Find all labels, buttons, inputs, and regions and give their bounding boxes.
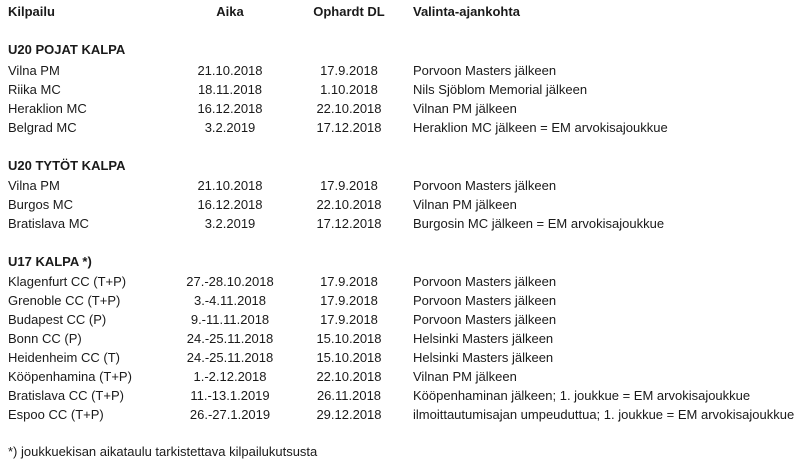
cell-event: Kööpenhamina (T+P) — [8, 369, 132, 384]
cell-selection: Nils Sjöblom Memorial jälkeen — [413, 82, 588, 97]
cell-deadline: 17.9.2018 — [320, 274, 378, 289]
cell-deadline: 22.10.2018 — [316, 369, 382, 384]
cell-time: 3.-4.11.2018 — [193, 293, 267, 308]
cell-selection: Vilnan PM jälkeen — [413, 369, 517, 384]
cell-time: 26.-27.1.2019 — [189, 407, 271, 422]
cell-event: Vilna PM — [8, 63, 60, 78]
cell-time: 18.11.2018 — [197, 82, 263, 97]
table-row — [0, 405, 800, 425]
cell-event: Espoo CC (T+P) — [8, 407, 104, 422]
cell-event: Bratislava MC — [8, 216, 89, 231]
cell-selection: Porvoon Masters jälkeen — [413, 312, 557, 327]
table-row — [0, 99, 800, 119]
cell-deadline: 17.9.2018 — [320, 63, 378, 78]
table-row — [0, 272, 800, 292]
cell-time: 21.10.2018 — [197, 178, 263, 193]
cell-selection: Vilnan PM jälkeen — [413, 197, 517, 212]
table-row — [0, 118, 800, 138]
table-row — [0, 195, 800, 215]
cell-time: 24.-25.11.2018 — [186, 331, 274, 346]
cell-time: 3.2.2019 — [204, 120, 256, 135]
cell-time: 16.12.2018 — [197, 101, 263, 116]
cell-time: 3.2.2019 — [204, 216, 256, 231]
cell-deadline: 17.12.2018 — [316, 120, 382, 135]
cell-deadline: 15.10.2018 — [316, 350, 382, 365]
cell-deadline: 22.10.2018 — [316, 101, 382, 116]
cell-event: Riika MC — [8, 82, 61, 97]
cell-time: 11.-13.1.2019 — [190, 388, 270, 403]
cell-event: Bonn CC (P) — [8, 331, 82, 346]
footnote: *) joukkuekisan aikataulu tarkistettava kilpailukutsusta — [8, 444, 318, 459]
cell-selection: Burgosin MC jälkeen = EM arvokisajoukkue — [413, 216, 665, 231]
table-row — [0, 61, 800, 81]
cell-selection: Heraklion MC jälkeen = EM arvokisajoukkue — [413, 120, 668, 135]
table-row — [0, 367, 800, 387]
header-deadline: Ophardt DL — [313, 4, 385, 19]
section-title-u20-tytot: U20 TYTÖT KALPA — [8, 158, 126, 173]
cell-time: 21.10.2018 — [197, 63, 263, 78]
cell-selection: Porvoon Masters jälkeen — [413, 63, 557, 78]
section-title-u17: U17 KALPA *) — [8, 254, 92, 269]
cell-selection: ilmoittautumisajan umpeuduttua; 1. joukkue = EM arvokisajoukkue — [413, 407, 795, 422]
cell-event: Klagenfurt CC (T+P) — [8, 274, 127, 289]
cell-deadline: 26.11.2018 — [316, 388, 382, 403]
table-row — [0, 291, 800, 311]
cell-time: 1.-2.12.2018 — [193, 369, 267, 384]
header-event: Kilpailu — [8, 4, 55, 19]
header-time: Aika — [216, 4, 244, 19]
table-row — [0, 214, 800, 234]
cell-deadline: 22.10.2018 — [316, 197, 382, 212]
cell-selection: Vilnan PM jälkeen — [413, 101, 517, 116]
table-row — [0, 348, 800, 368]
cell-selection: Helsinki Masters jälkeen — [413, 331, 554, 346]
cell-deadline: 1.10.2018 — [320, 82, 378, 97]
cell-selection: Porvoon Masters jälkeen — [413, 274, 557, 289]
table-header — [0, 2, 800, 22]
cell-deadline: 29.12.2018 — [316, 407, 382, 422]
cell-deadline: 17.9.2018 — [320, 312, 378, 327]
cell-deadline: 17.9.2018 — [320, 178, 378, 193]
cell-event: Budapest CC (P) — [8, 312, 107, 327]
table-row — [0, 176, 800, 196]
cell-event: Heidenheim CC (T) — [8, 350, 120, 365]
cell-event: Belgrad MC — [8, 120, 77, 135]
table-row — [0, 329, 800, 349]
cell-event: Burgos MC — [8, 197, 74, 212]
cell-event: Grenoble CC (T+P) — [8, 293, 121, 308]
table-row — [0, 80, 800, 100]
cell-time: 27.-28.10.2018 — [186, 274, 274, 289]
cell-deadline: 17.9.2018 — [320, 293, 378, 308]
cell-event: Vilna PM — [8, 178, 60, 193]
table-row — [0, 310, 800, 330]
table-row — [0, 386, 800, 406]
cell-event: Bratislava CC (T+P) — [8, 388, 124, 403]
section-title-u20-pojat: U20 POJAT KALPA — [8, 42, 126, 57]
cell-deadline: 15.10.2018 — [316, 331, 382, 346]
cell-time: 16.12.2018 — [197, 197, 263, 212]
cell-selection: Helsinki Masters jälkeen — [413, 350, 554, 365]
cell-selection: Porvoon Masters jälkeen — [413, 178, 557, 193]
cell-time: 24.-25.11.2018 — [186, 350, 274, 365]
cell-selection: Kööpenhaminan jälkeen; 1. joukkue = EM arvokisajoukkue — [413, 388, 751, 403]
cell-time: 9.-11.11.2018 — [190, 312, 270, 327]
cell-deadline: 17.12.2018 — [316, 216, 382, 231]
cell-selection: Porvoon Masters jälkeen — [413, 293, 557, 308]
header-selection: Valinta-ajankohta — [413, 4, 520, 19]
cell-event: Heraklion MC — [8, 101, 87, 116]
